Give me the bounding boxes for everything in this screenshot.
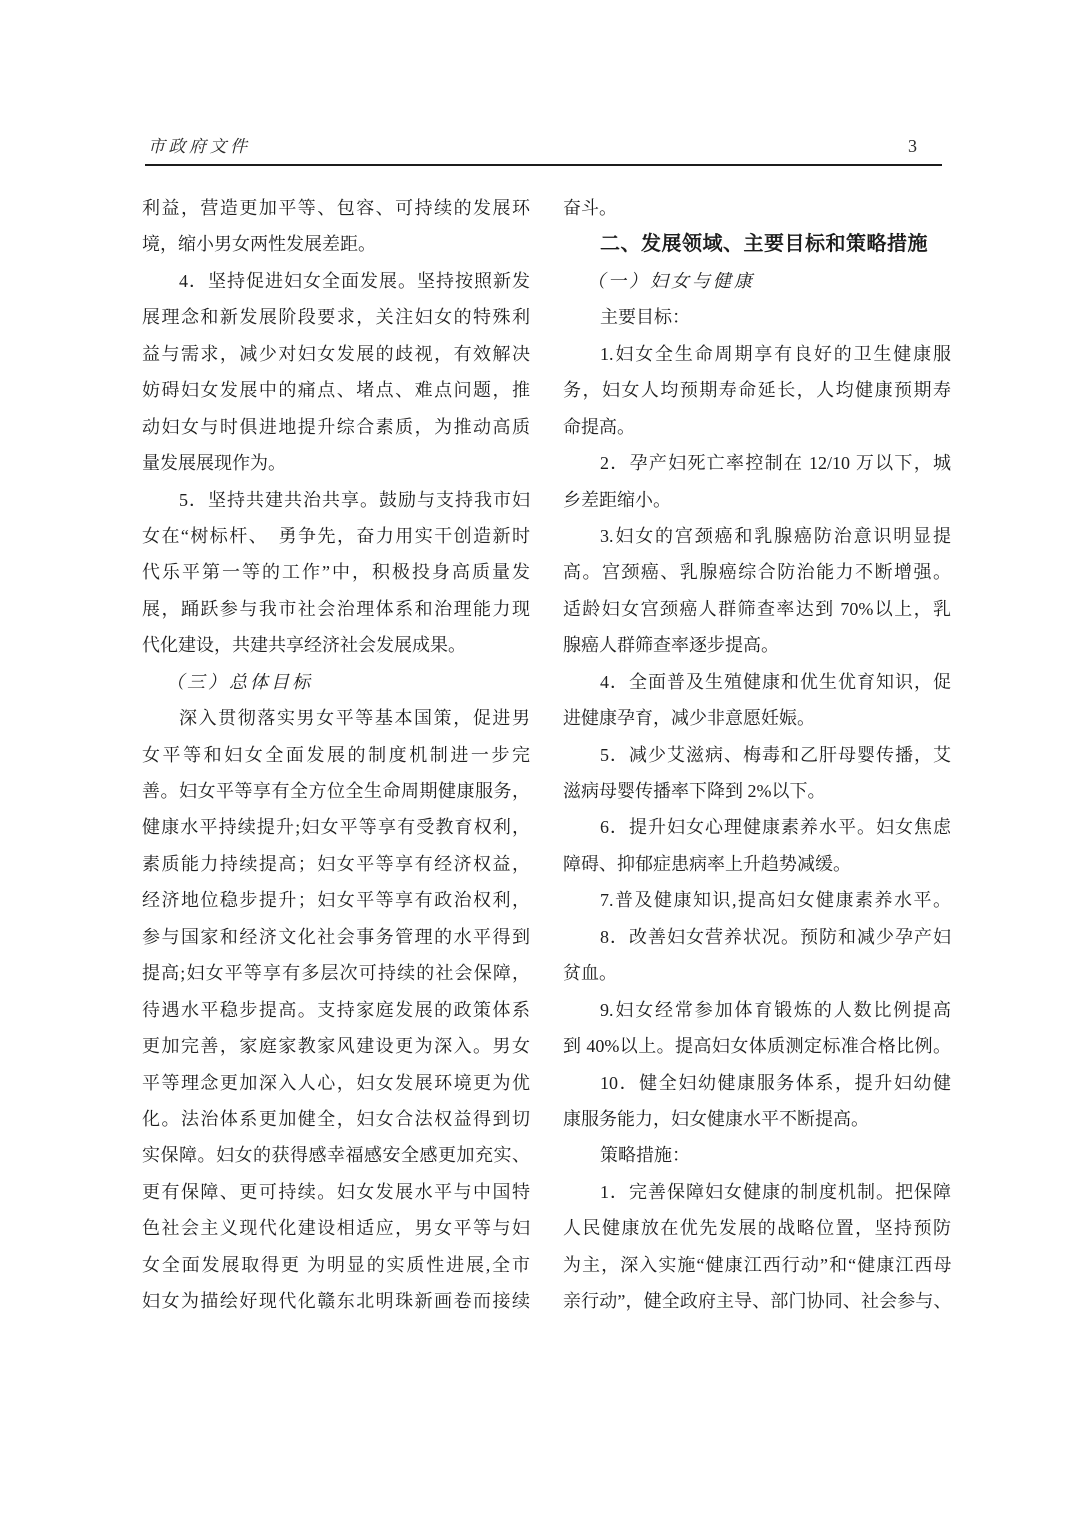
text-line: （一）妇女与健康 [587,270,755,291]
text-line: 量发展展现作为。 [142,453,286,474]
text-line: 8．改善妇女营养状况。预防和减少孕产妇 [600,926,951,947]
text-line: 务，妇女人均预期寿命延长，人均健康预期寿 [563,380,951,401]
text-line: 亲行动”，健全政府主导、部门协同、社会参与、 [563,1291,951,1312]
text-line: 1.妇女全生命周期享有良好的卫生健康服 [600,343,951,364]
text-line: 更有保障、更可持续。妇女发展水平与中国特 [142,1181,530,1202]
text-line: 为主，深入实施“健康江西行动”和“健康江西母 [563,1254,951,1275]
text-line: 更加完善，家庭家教家风建设更为深入。男女 [142,1036,530,1057]
text-line: 9.妇女经常参加体育锻炼的人数比例提高 [600,999,951,1020]
text-line: 展，踊跃参与我市社会治理体系和治理能力现 [142,598,530,619]
text-line: 境，缩小男女两性发展差距。 [142,234,376,255]
text-line: 5．坚持共建共治共享。鼓励与支持我市妇 [179,489,530,510]
text-line: 女平等和妇女全面发展的制度机制进一步完 [142,744,530,765]
text-line: 动妇女与时俱进地提升综合素质，为推动高质 [142,416,530,437]
text-line: 进健康孕育，减少非意愿妊娠。 [563,708,815,729]
text-line: 贫血。 [563,963,617,984]
text-line: 5．减少艾滋病、梅毒和乙肝母婴传播，艾 [600,744,951,765]
text-line: 代乐平第一等的工作”中，积极投身高质量发 [142,562,530,583]
text-line: 命提高。 [563,416,635,437]
text-line: 实保障。妇女的获得感幸福感安全感更加充实、 [142,1145,530,1166]
text-line: 4．坚持促进妇女全面发展。坚持按照新发 [179,270,530,291]
text-line: 素质能力持续提高；妇女平等享有经济权益， [142,853,530,874]
text-line: 平等理念更加深入人心，妇女发展环境更为优 [142,1072,530,1093]
text-line: 提高;妇女平等享有多层次可持续的社会保障， [142,963,530,984]
text-line: 10．健全妇幼健康服务体系，提升妇幼健 [600,1072,951,1093]
text-line: 2．孕产妇死亡率控制在 12/10 万以下，城 [600,453,951,474]
text-line: 乡差距缩小。 [563,489,671,510]
text-line: 7.普及健康知识,提高妇女健康素养水平。 [600,890,951,911]
text-line: 3.妇女的宫颈癌和乳腺癌防治意识明显提 [600,525,951,546]
text-line: 妨碍妇女发展中的痛点、堵点、难点问题，推 [142,380,530,401]
text-line: 4．全面普及生殖健康和优生优育知识，促 [600,671,951,692]
text-line: 妇女为描绘好现代化赣东北明珠新画卷而接续 [142,1291,530,1312]
text-line: 滋病母婴传播率下降到 2%以下。 [563,781,826,801]
text-line: 深入贯彻落实男女平等基本国策，促进男 [179,708,530,729]
text-line: 利益，营造更加平等、包容、可持续的发展环 [142,198,530,218]
text-line: 化。法治体系更加健全，妇女合法权益得到切 [142,1108,530,1129]
text-line: 腺癌人群筛查率逐步提高。 [563,635,779,656]
text-line: 障碍、抑郁症患病率上升趋势减缓。 [563,853,851,874]
text-line: 策略措施： [600,1145,690,1166]
text-line: 人民健康放在优先发展的战略位置，坚持预防 [563,1218,951,1239]
text-line: 主要目标： [600,307,690,328]
text-line: 到 40%以上。提高妇女体质测定标准合格比例。 [563,1036,951,1057]
text-line: 益与需求，减少对妇女发展的歧视，有效解决 [142,343,530,364]
text-line: 代化建设，共建共享经济社会发展成果。 [142,635,466,656]
header-rule [145,164,942,166]
text-line: 女在“树标杆、 勇争先，奋力用实干创造新时 [142,525,530,546]
right-column [563,190,951,1320]
text-line: 6．提升妇女心理健康素养水平。妇女焦虑 [600,817,951,838]
text-line: 参与国家和经济文化社会事务管理的水平得到 [142,926,530,947]
left-column [142,190,530,1320]
text-line: 经济地位稳步提升；妇女平等享有政治权利， [142,890,530,911]
text-line: 康服务能力，妇女健康水平不断提高。 [563,1108,869,1129]
text-line: 色社会主义现代化建设相适应，男女平等与妇 [142,1218,530,1239]
text-line: 展理念和新发展阶段要求，关注妇女的特殊利 [142,307,530,328]
text-line: 善。妇女平等享有全方位全生命周期健康服务， [142,781,530,801]
text-line: 待遇水平稳步提高。支持家庭发展的政策体系 [142,999,530,1020]
text-line: 健康水平持续提升;妇女平等享有受教育权利， [142,817,530,838]
text-line: 适龄妇女宫颈癌人群筛查率达到 70%以上，乳 [563,598,951,619]
header-doc-category: 市政府文件 [148,137,251,156]
text-line: 1．完善保障妇女健康的制度机制。把保障 [600,1181,951,1202]
text-line: 女全面发展取得更 为明显的实质性进展,全市 [142,1254,530,1275]
text-line: 二、发展领域、主要目标和策略措施 [600,233,928,256]
page-number: 3 [908,136,917,156]
text-line: （三）总体目标 [166,671,313,692]
text-line: 奋斗。 [563,198,617,218]
text-line: 高。宫颈癌、乳腺癌综合防治能力不断增强。 [563,562,951,583]
